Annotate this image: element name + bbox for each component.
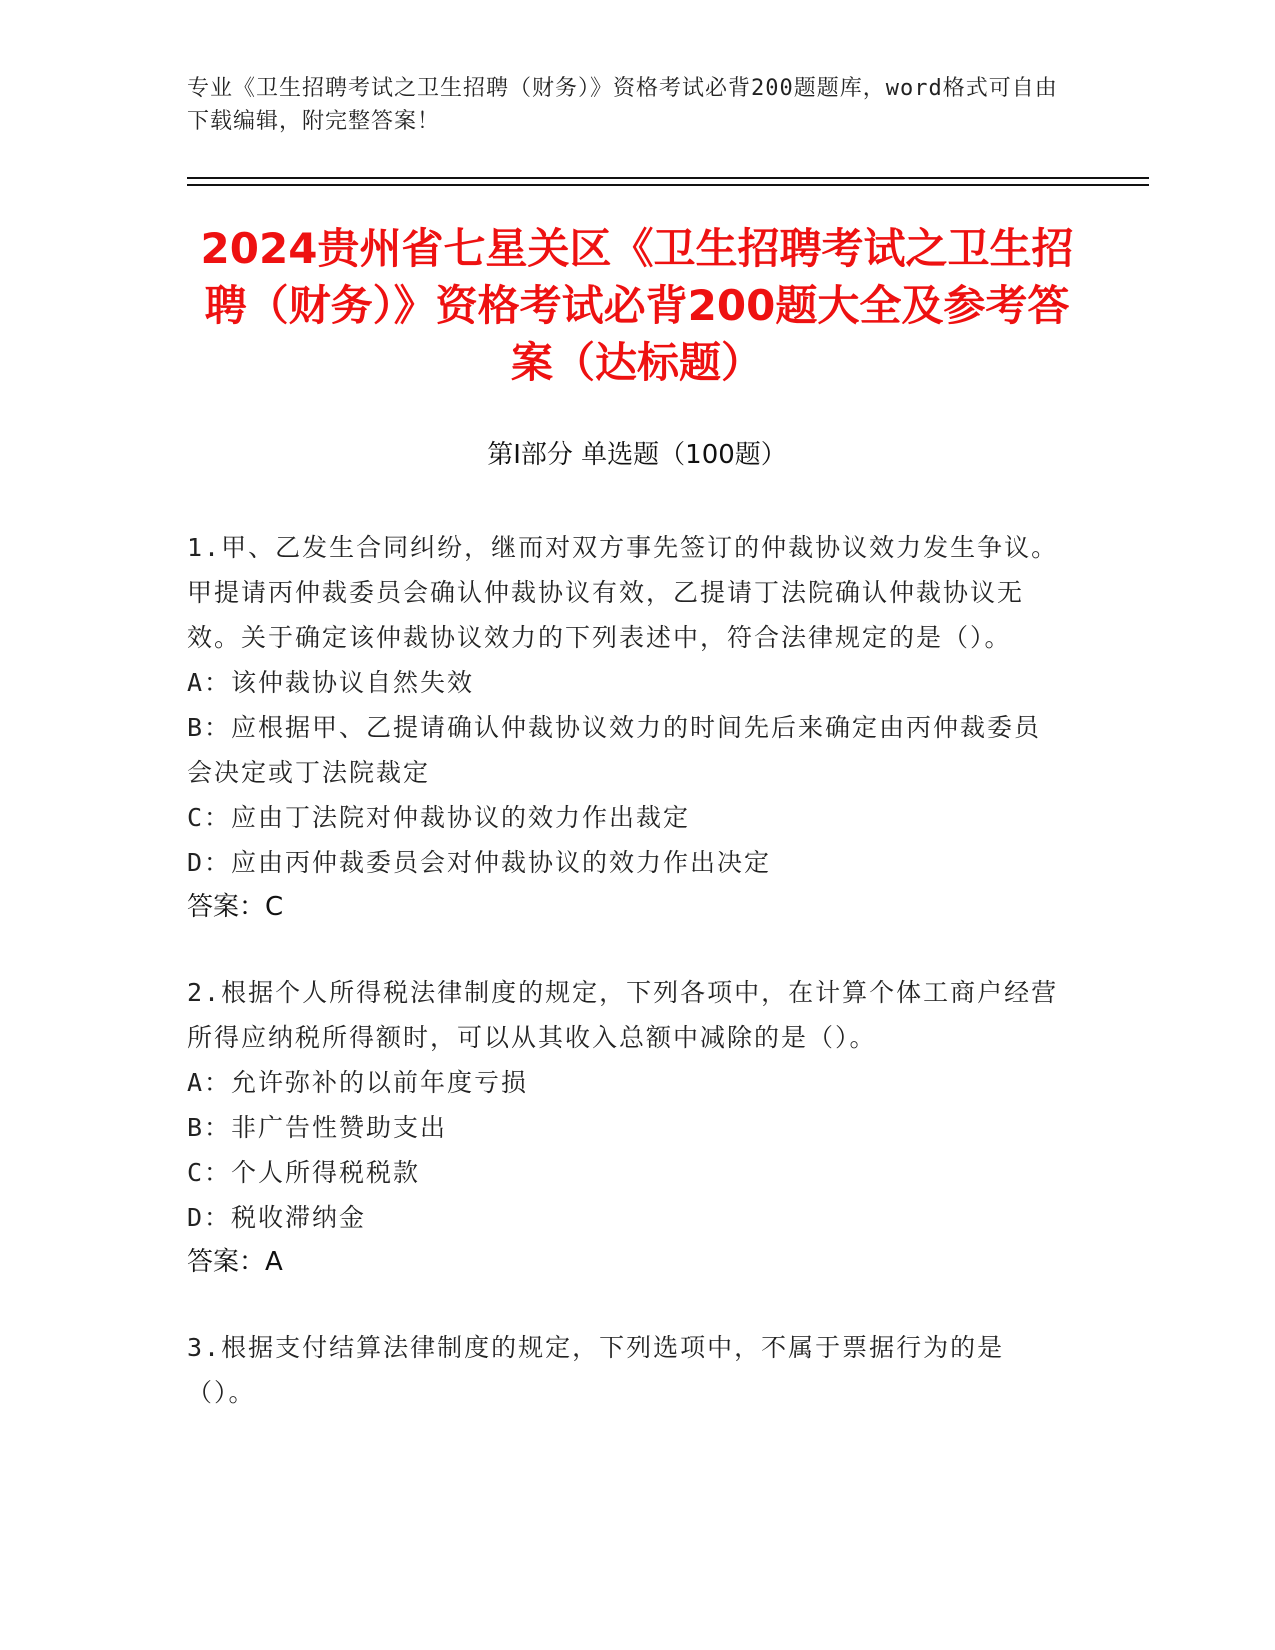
- section-title: 第Ⅰ部分 单选题（100题）: [487, 440, 787, 470]
- option-c: C：应由丁法院对仲裁协议的效力作出裁定: [187, 803, 691, 832]
- header-divider-bottom: [187, 184, 1149, 186]
- option-a: A：该仲裁协议自然失效: [187, 668, 475, 697]
- header-divider-top: [187, 177, 1149, 179]
- header-note: 专业《卫生招聘考试之卫生招聘（财务）》资格考试必背200题题库，word格式可自由下载编辑，附完整答案！: [187, 76, 1058, 134]
- answer: 答案：C: [187, 892, 284, 922]
- question-stem: 3.根据支付结算法律制度的规定，下列选项中，不属于票据行为的是（）。: [187, 1333, 1005, 1407]
- question-stem: 1.甲、乙发生合同纠纷，继而对双方事先签订的仲裁协议效力发生争议。甲提请丙仲裁委员会确认仲裁协议有效，乙提请丁法院确认仲裁协议无效。关于确定该仲裁协议效力的下列表述中，符合法律规定的是（）。: [187, 533, 1059, 652]
- question-list: [187, 525, 1067, 1455]
- option-b: B：应根据甲、乙提请确认仲裁协议效力的时间先后来确定由丙仲裁委员会决定或丁法院裁定: [187, 713, 1042, 787]
- option-c: C：个人所得税税款: [187, 1158, 421, 1187]
- answer: 答案：A: [187, 1247, 283, 1277]
- option-b: B：非广告性赞助支出: [187, 1113, 448, 1142]
- question-item: [187, 970, 1067, 1285]
- option-d: D：应由丙仲裁委员会对仲裁协议的效力作出决定: [187, 848, 772, 877]
- document-title: 2024贵州省七星关区《卫生招聘考试之卫生招聘（财务）》资格考试必背200题大全及参考答案（达标题）: [200, 224, 1074, 387]
- question-item: [187, 525, 1067, 930]
- question-stem: 2.根据个人所得税法律制度的规定，下列各项中，在计算个体工商户经营所得应纳税所得额时，可以从其收入总额中减除的是（）。: [187, 978, 1059, 1052]
- question-item: [187, 1325, 1067, 1415]
- option-d: D：税收滞纳金: [187, 1203, 367, 1232]
- option-a: A：允许弥补的以前年度亏损: [187, 1068, 529, 1097]
